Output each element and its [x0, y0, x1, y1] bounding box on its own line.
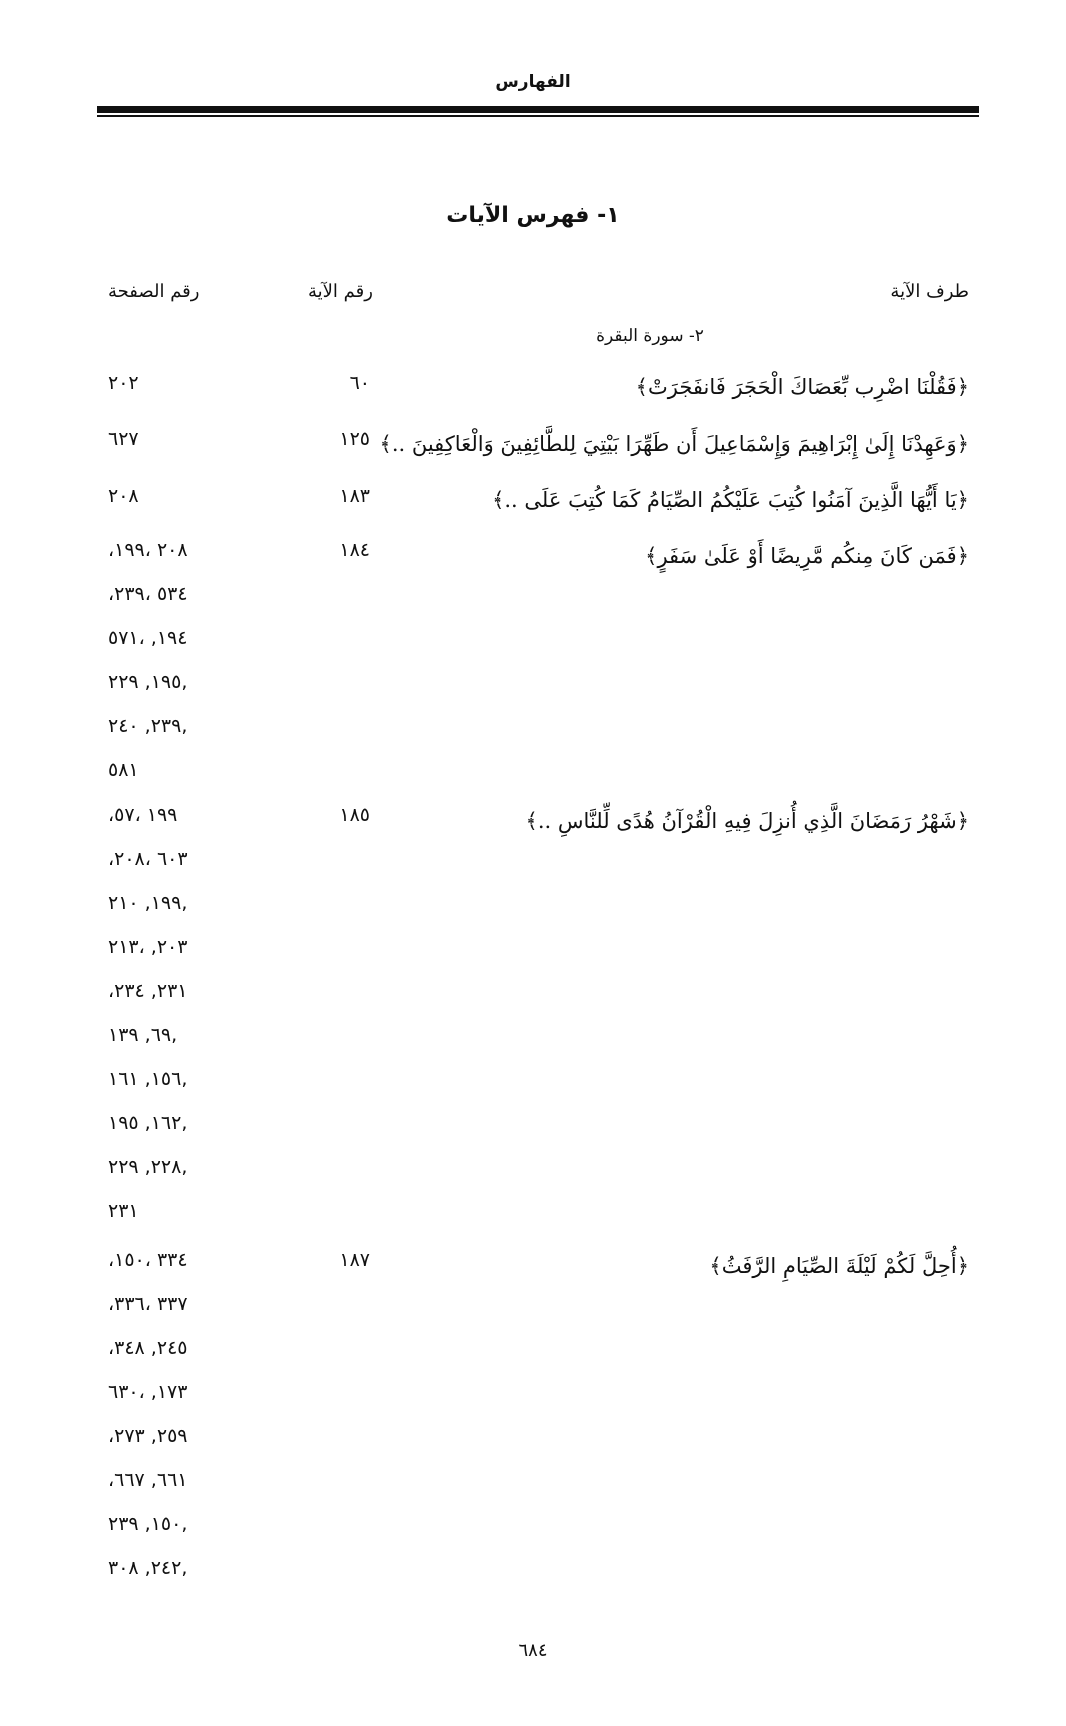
page-reference: ١٦٢, ١٩٥, — [108, 1112, 188, 1134]
column-header-page: رقم الصفحة — [108, 281, 200, 302]
surah-heading: ٢- سورة البقرة — [596, 326, 704, 346]
page-reference: ٢٢٨, ٢٢٩, — [108, 1156, 188, 1178]
page-reference: ،٦٠٣ ،٢٠٨ — [108, 848, 188, 870]
page-reference: ،١٩٩ ،٥٧ — [108, 804, 178, 826]
page-reference: ٢٠٣, ،٢١٣ — [108, 936, 188, 958]
page-reference: ٦٢٧ — [108, 428, 139, 450]
page-reference: ٢٤٢, ٣٠٨, — [108, 1557, 188, 1579]
page-reference: ١٧٣, ،٦٣٠ — [108, 1381, 188, 1403]
verse-entry: ﴿فَمَن كَانَ مِنكُم مَّرِيضًا أَوْ عَلَىٰ سَفَرٍ﴾ — [645, 544, 969, 568]
page-reference: ٦٩, ١٣٩, — [108, 1024, 178, 1046]
page-reference: ٢٠٢ — [108, 372, 139, 394]
ayah-number: ١٢٥ — [339, 428, 370, 450]
verse-entry: ﴿أُحِلَّ لَكُمْ لَيْلَةَ الصِّيَامِ الرَّفَثُ﴾ — [709, 1254, 969, 1278]
page-number: ٦٨٤ — [518, 1640, 548, 1661]
page-reference: ١٩٥, ٢٢٩, — [108, 671, 188, 693]
column-header-ayah: رقم الآية — [308, 281, 373, 302]
verse-entry: ﴿شَهْرُ رَمَضَانَ الَّذِي أُنزِلَ فِيهِ الْقُرْآنُ هُدًى لِّلنَّاسِ ..﴾ — [525, 809, 969, 833]
header-rule-thick — [97, 106, 979, 113]
page-reference: ١٥٦, ١٦١, — [108, 1068, 188, 1090]
ayah-number: ٦٠ — [349, 372, 370, 394]
page-reference: ٢٣١ — [108, 1200, 139, 1222]
running-head: الفهارس — [495, 72, 571, 92]
page-reference: ،٢٤٥, ٣٤٨ — [108, 1337, 188, 1359]
page-reference: ١٥٠, ٢٣٩, — [108, 1513, 188, 1535]
verse-entry: ﴿يَا أَيُّهَا الَّذِينَ آمَنُوا كُتِبَ عَلَيْكُمُ الصِّيَامُ كَمَا كُتِبَ عَلَى ..﴾ — [492, 488, 969, 512]
ayah-number: ١٨٣ — [339, 485, 370, 507]
page-reference: ،٥٣٤ ،٢٣٩ — [108, 583, 188, 605]
page-reference: ،٦٦١, ٦٦٧ — [108, 1469, 188, 1491]
page-reference: ٢٠٨ — [108, 485, 139, 507]
column-header-verse: طرف الآية — [890, 281, 969, 302]
page-reference: ،٢٥٩, ٢٧٣ — [108, 1425, 188, 1447]
page-reference: ١٩٩, ٢١٠, — [108, 892, 188, 914]
verse-entry: ﴿فَقُلْنَا اضْرِب بِّعَصَاكَ الْحَجَرَ فَانفَجَرَتْ﴾ — [635, 375, 969, 399]
ayah-number: ١٨٤ — [339, 539, 370, 561]
ayah-number: ١٨٥ — [339, 804, 370, 826]
page-reference: ،٣٣٤ ،١٥٠ — [108, 1249, 188, 1271]
page-reference: ،٢٠٨ ،١٩٩ — [108, 539, 188, 561]
page-reference: ٥٨١ — [108, 759, 139, 781]
section-title: ١- فهرس الآيات — [446, 203, 620, 228]
page-reference: ٢٣٩, ٢٤٠, — [108, 715, 188, 737]
page-reference: ،٢٣١, ٢٣٤ — [108, 980, 188, 1002]
ayah-number: ١٨٧ — [339, 1249, 370, 1271]
header-rule-thin — [97, 115, 979, 117]
verse-entry: ﴿وَعَهِدْنَا إِلَىٰ إِبْرَاهِيمَ وَإِسْمَاعِيلَ أَن طَهِّرَا بَيْتِيَ لِلطَّائِفِينَ وَالْعَاكِفِينَ ..﴾ — [379, 432, 969, 456]
page-reference: ١٩٤, ،٥٧١ — [108, 627, 188, 649]
page-reference: ،٣٣٧ ،٣٣٦ — [108, 1293, 188, 1315]
